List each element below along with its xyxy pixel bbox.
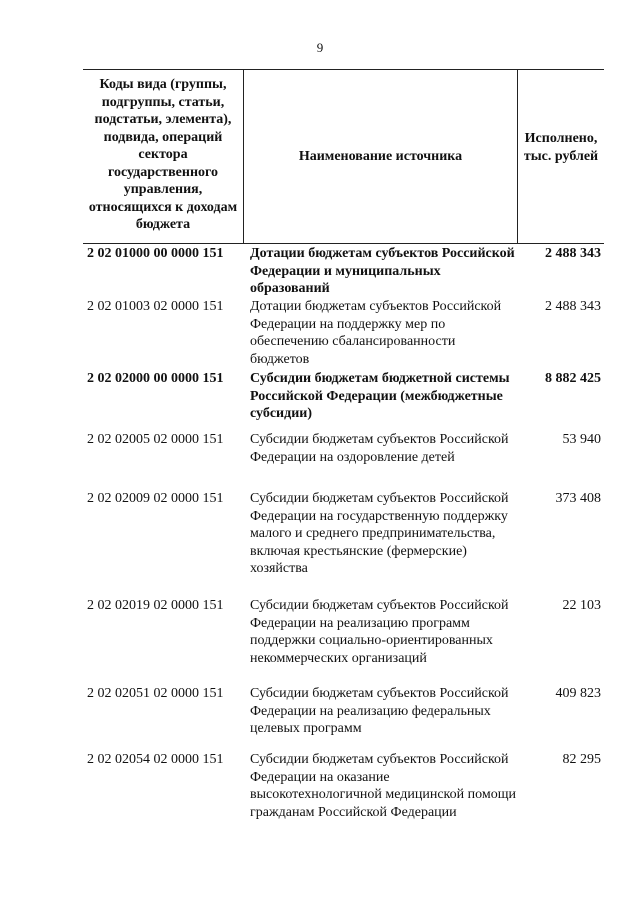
- row-amount: 2 488 343: [545, 246, 601, 261]
- row-amount: 53 940: [562, 432, 601, 447]
- row-name: Субсидии бюджетам субъектов Российской Федерации на реализацию программ поддержки социально-ориентированных некоммерческих организаций: [250, 598, 509, 666]
- row-code: 2 02 02000 00 0000 151: [87, 371, 224, 386]
- row-amount: 373 408: [555, 491, 601, 506]
- row-code: 2 02 02009 02 0000 151: [87, 491, 224, 506]
- table-header: [83, 69, 604, 244]
- row-name: Субсидии бюджетам бюджетной системы Российской Федерации (межбюджетные субсидии): [250, 371, 510, 421]
- row-code: 2 02 01000 00 0000 151: [87, 246, 224, 261]
- header-amount: Исполнено, тыс. рублей: [523, 131, 599, 164]
- row-name: Субсидии бюджетам субъектов Российской Федерации на государственную поддержку малого и среднего предпринимательства, включая крестьянские (фермерские) хозяйства: [250, 491, 509, 576]
- row-name: Субсидии бюджетам субъектов Российской Федерации на оказание высокотехнологичной медицинской помощи гражданам Российской Федерации: [250, 752, 516, 820]
- row-code: 2 02 02019 02 0000 151: [87, 598, 224, 613]
- table-row: [83, 298, 604, 368]
- row-code: 2 02 02005 02 0000 151: [87, 432, 224, 447]
- header-name: [244, 70, 518, 243]
- row-name: Субсидии бюджетам субъектов Российской Федерации на реализацию федеральных целевых программ: [250, 686, 509, 736]
- row-amount: 22 103: [562, 598, 601, 613]
- row-amount: 2 488 343: [545, 299, 601, 314]
- row-code: 2 02 01003 02 0000 151: [87, 299, 224, 314]
- row-code: 2 02 02054 02 0000 151: [87, 752, 224, 767]
- row-name: Дотации бюджетам субъектов Российской Федерации и муниципальных образований: [250, 246, 515, 296]
- table-row: [83, 597, 604, 667]
- row-amount: 409 823: [555, 686, 601, 701]
- table-row: [83, 490, 604, 578]
- table-row: [83, 245, 604, 298]
- page-number: 9: [316, 40, 324, 55]
- row-code: 2 02 02051 02 0000 151: [87, 686, 224, 701]
- table-row: [83, 431, 604, 466]
- table-row: [83, 370, 604, 423]
- table-row: [83, 751, 604, 821]
- table-row: [83, 685, 604, 738]
- header-name-label: Наименование источника: [298, 148, 463, 164]
- row-name: Субсидии бюджетам субъектов Российской Федерации на оздоровление детей: [250, 432, 509, 465]
- row-amount: 82 295: [562, 752, 601, 767]
- header-code: Коды вида (группы, подгруппы, статьи, подстатьи, элемента), подвида, операций сектора государственного управления, относящихся к доходам бюджета: [83, 70, 244, 243]
- row-amount: 8 882 425: [545, 371, 601, 386]
- row-name: Дотации бюджетам субъектов Российской Федерации на поддержку мер по обеспечению сбалансированности бюджетов: [250, 299, 502, 367]
